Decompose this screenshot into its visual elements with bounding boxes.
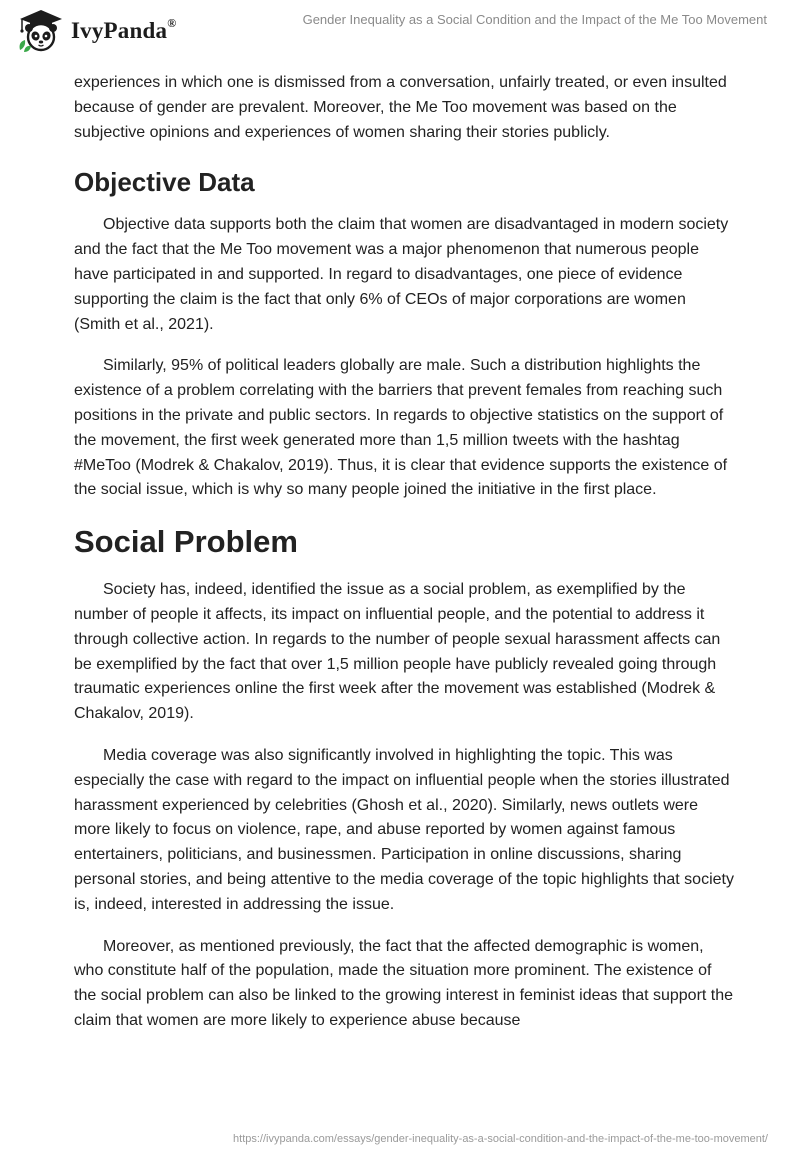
objective-paragraph-1: Objective data supports both the claim that women are disadvantaged in modern society and the fact that the Me Too movement was a major phenomenon that numerous people have participated in and supported. In regard to disadvantages, one piece of evidence supporting the claim is the fact that only 6% of CEOs of major corporations are women (Smith et al., 2021). (74, 216, 729, 333)
registered-mark: ® (167, 16, 177, 31)
objective-paragraph-2: Similarly, 95% of political leaders globally are male. Such a distribution highlights the existence of a problem correlating with the barriers that prevent females from reaching such positions in the private and public sectors. In regards to objective statistics on the support of the movement, the first week generated more than 1,5 million tweets with the hashtag #MeToo (Modrek & Chakalov, 2019). Thus, it is clear that evidence supports the existence of the social issue, which is why so many people joined the initiative in the first place. (74, 357, 728, 499)
brand-name: IvyPanda® (71, 16, 177, 43)
social-paragraph-3: Moreover, as mentioned previously, the fact that the affected demographic is women, who constitute half of the population, made the situation more prominent. The existence of the social problem can also be linked to the growing interest in feminist ideas that support the claim that women are more likely to experience abuse because (74, 937, 734, 1029)
source-url[interactable]: https://ivypanda.com/essays/gender-inequality-as-a-social-condition-and-the-impact-of-the-me-too-movement/ (233, 1133, 768, 1145)
social-paragraph-2: Media coverage was also significantly involved in highlighting the topic. This was especially the case with regard to the impact on influential people when the stories illustrated harassment experienced by celebrities (Ghosh et al., 2020). Similarly, news outlets were more likely to focus on violence, rape, and abuse reported by women against famous entertainers, politicians, and businessmen. Participation in online discussions, sharing personal stories, and being attentive to the media coverage of the topic highlights that society is, indeed, interested in addressing the issue. (74, 746, 734, 913)
intro-paragraph: experiences in which one is dismissed from a conversation, unfairly treated, or even insulted because of gender are prevalent. Moreover, the Me Too movement was based on the subjective opinions and experiences of women sharing their stories publicly. (74, 74, 727, 141)
ivypanda-logo[interactable] (16, 8, 176, 52)
page-header (0, 0, 800, 60)
document-title: Gender Inequality as a Social Condition and the Impact of the Me Too Movement (302, 12, 767, 27)
social-problem-heading: Social Problem (74, 524, 298, 560)
objective-data-heading: Objective Data (74, 167, 255, 198)
social-paragraph-1: Society has, indeed, identified the issue as a social problem, as exemplified by the number of people it affects, its impact on influential people, and the potential to address it through collective action. In regards to the number of people sexual harassment affects can be exemplified by the fact that over 1,5 million people have publicly revealed going through traumatic experiences online the first week after the movement was established (Modrek & Chakalov, 2019). (74, 581, 721, 723)
panda-graduate-icon (16, 8, 66, 52)
essay-content (74, 71, 734, 1034)
